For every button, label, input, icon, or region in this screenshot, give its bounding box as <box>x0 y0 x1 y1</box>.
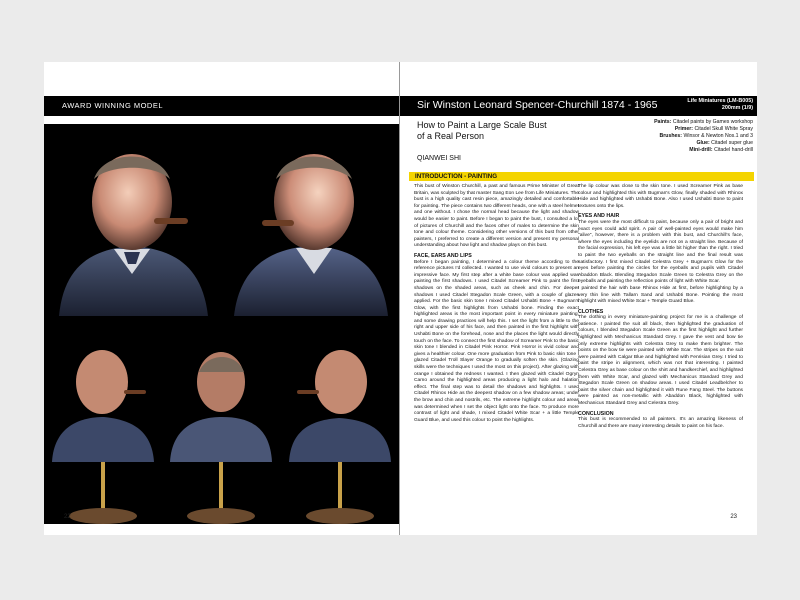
article-title: Sir Winston Leonard Spencer-Churchill 1874 - 1965 <box>417 99 658 111</box>
section-heading: INTRODUCTION - PAINTING <box>415 173 498 180</box>
material-row <box>583 119 753 126</box>
body-paragraph: This bust of Winston Churchill, a past and famous Prime Minister of Great Britain, was sculpted by that master Sang Eon Lee from Life Miniatures. The bust is a high quality cast resin piece, amazingly detailed and comfortable for painting. The piece contains two different heads, one with a steel helmet and one without. I chose the normal head because the light and shadow would be easier to paint. Before I began to paint the bust, I consulted a lot of pictures of Churchill and the faces other of males to determine the skin tone and colour theme. Considering other versions of this bust from other painters, I preferred to create a different version and present my personal understanding about how light and shadow plays on this bust. <box>414 184 579 249</box>
page-number-right: 23 <box>730 514 737 520</box>
bust-photo-back <box>162 332 281 524</box>
material-value: Citadel hand-drill <box>714 147 753 153</box>
material-value: Winsor & Newton Nos.1 and 3 <box>683 133 753 139</box>
subtitle-line: of a Real Person <box>417 131 485 141</box>
section-header-band <box>44 96 399 116</box>
scale-line: 200mm (1/9) <box>721 105 753 111</box>
article-subtitle <box>417 120 597 142</box>
material-label: Glue: <box>696 140 710 146</box>
subtitle-line: How to Paint a Large Scale Bust <box>417 120 547 130</box>
material-row <box>583 147 753 154</box>
publisher-info <box>687 98 753 112</box>
material-row <box>583 140 753 147</box>
material-value: Citadel paints by Games workshop <box>672 119 753 125</box>
material-label: Mini-drill: <box>689 147 713 153</box>
section-label: AWARD WINNING MODEL <box>62 101 164 110</box>
title-band <box>400 96 757 116</box>
subsection-heading: CLOTHES <box>578 308 604 315</box>
material-label: Paints: <box>654 119 672 125</box>
material-row <box>583 126 753 133</box>
material-value: Citadel Skull White Spray <box>694 126 753 132</box>
body-paragraph: The lip colour was close to the skin tone. I used Screamer Pink as base colour and highlighted this with Bugman's Glow, finally shaded with Rhinox Hide and highlighted with Ushabti Bone. Also I used Ushabti Bone to paint textures onto the lips. <box>578 184 743 209</box>
body-paragraph: Before I began painting, I determined a colour theme according to the reference pictures I'd collected. I wanted to use vivid colours to present an impressive face. My first step after a white base colour was applied was painting the first shadows. I used Citadel Screamer Pink to paint the first shadows on the shaded areas, such as cheek and chin. For deeper shadows I used Citadel Stegadon Scale Green, with a couple of glazes applied. For the basic skin tone I mixed Citadel Ushabti Bone + Bugman's Glow, with the first highlights from Ushabti bone. Finding the exact highlighted areas is the most important point in every miniature painting, and some drawing practices will help this. I set the light from a little to the right and upper side of his face, and then painted in the first highlight with Ushabti Bone on the forehead, nose and the places the light would directly touch on the face. To connect the first shadow of Screamer Pink to the basic skin tone I blended in Citadel Pink Horror. Pink Horror is vivid colour and gives a healthier colour. One more graduation from Pink to basic skin tone I glazed Citadel Troll Slayer Orange to gradually soften the skin. (Glazing skills were the techniques I used the most on this project). After glazing with orange I obtained the redness I wanted. I then glazed with Citadel Ogryn Camo around the highlighted areas producing a light halo and halation effect. The final step was to detail the shadows and highlights. I used Citadel Rhinox Hide as the deepest shadow on a few shadow areas; under the brow and chin and nostrils, etc. The extreme highlight colour and areas was determined when I set the object light onto the face. To produce more contrast of light and shade, I mixed Citadel White Scar + a little Temple Guard Blue, and used this colour to point the highlights. <box>414 259 579 423</box>
publisher-line: Life Miniatures (LM-B005) <box>687 98 753 104</box>
body-column-right <box>578 184 743 430</box>
bust-photo-left-profile <box>44 332 162 524</box>
section-heading-band <box>409 172 754 181</box>
materials-list <box>583 119 753 154</box>
subsection-heading: FACE, EARS AND LIPS <box>414 252 472 259</box>
right-page <box>400 62 757 535</box>
subsection-heading: CONCLUSION <box>578 410 614 417</box>
bust-photo-right-profile <box>281 332 399 524</box>
bust-photo-three-quarter <box>222 124 399 316</box>
body-paragraph: The eyes were the most difficult to paint, because only a pair of bright and exact eyes could add spirit. A pair of well-painted eyes would make him "alive", however, there is a problem with this bust, and Churchill's face, where the eyes including the eyelids are not on a straight line. Because of the facial expression, his left eye was a little bit higher than the right. I tried to paint the two eyeballs on the straight line and the final result was satisfactory. I first mixed Citadel Celestra Grey + Bugman's Glow for the eyes before painting the circles for the eyeballs and pupils with Citadel Abaddon Black. Blending Stegadon Scale Green to Celestra Grey on the eyeballs and painting the reflection points of light with White Scar. <box>578 219 743 285</box>
body-column-left <box>414 184 579 424</box>
body-paragraph: The clothing in every miniature-painting project for me is a challenge of patience. I painted the suit all black, then highlighted the graduation of colours, I blended Stegadon Scale Green as the first highlight and further highlighted with Mechanicus Standard Grey. I gave the vest and bow tie only extreme highlights with Celestra Grey to make them brighter. The points on the bow tie were painted with White Scar. The stripes on the suit were painted with Calgar Blue and highlighted with Fenrisian Grey. I tried to paint the stripe in alignment, which was not that interesting. I painted Celestra Grey as base colour on the shirt and handkerchief, and highlighted them with White Scar, and glazed with Mechanicus Standard Grey and Stegadon Scale Green on shadow areas. I used Citadel Leadbelcher to paint the silver chain and highlighted it with Rune Fang Steel. The buttons were painted as non-metallic with Abaddon Black, highlighted with Mechanicus Standard Grey and Celestra Grey. <box>578 315 743 406</box>
page-number-left: 22 <box>64 514 71 520</box>
material-label: Primer: <box>674 126 694 132</box>
body-paragraph: I painted the hair with base Rhinox Hide at first, before highlighting by a very thin line with Tallarn Sand and Ushabti Bone. Pointing the most highlight with mixed White Scar + Temple Guard Blue. <box>578 285 743 305</box>
body-paragraph: This bust is recommended to all painters. It's an amazing likeness of Churchill and there are many interesting details to paint on his face. <box>578 417 743 429</box>
subsection-heading: EYES AND HAIR <box>578 213 620 220</box>
material-value: Citadel super glue <box>711 140 753 146</box>
photo-grid <box>44 124 399 524</box>
material-label: Brushes: <box>659 133 683 139</box>
material-row <box>583 133 753 140</box>
author-name: QIANWEI SHI <box>417 155 461 162</box>
bust-photo-front <box>44 124 221 316</box>
left-page <box>44 62 399 535</box>
